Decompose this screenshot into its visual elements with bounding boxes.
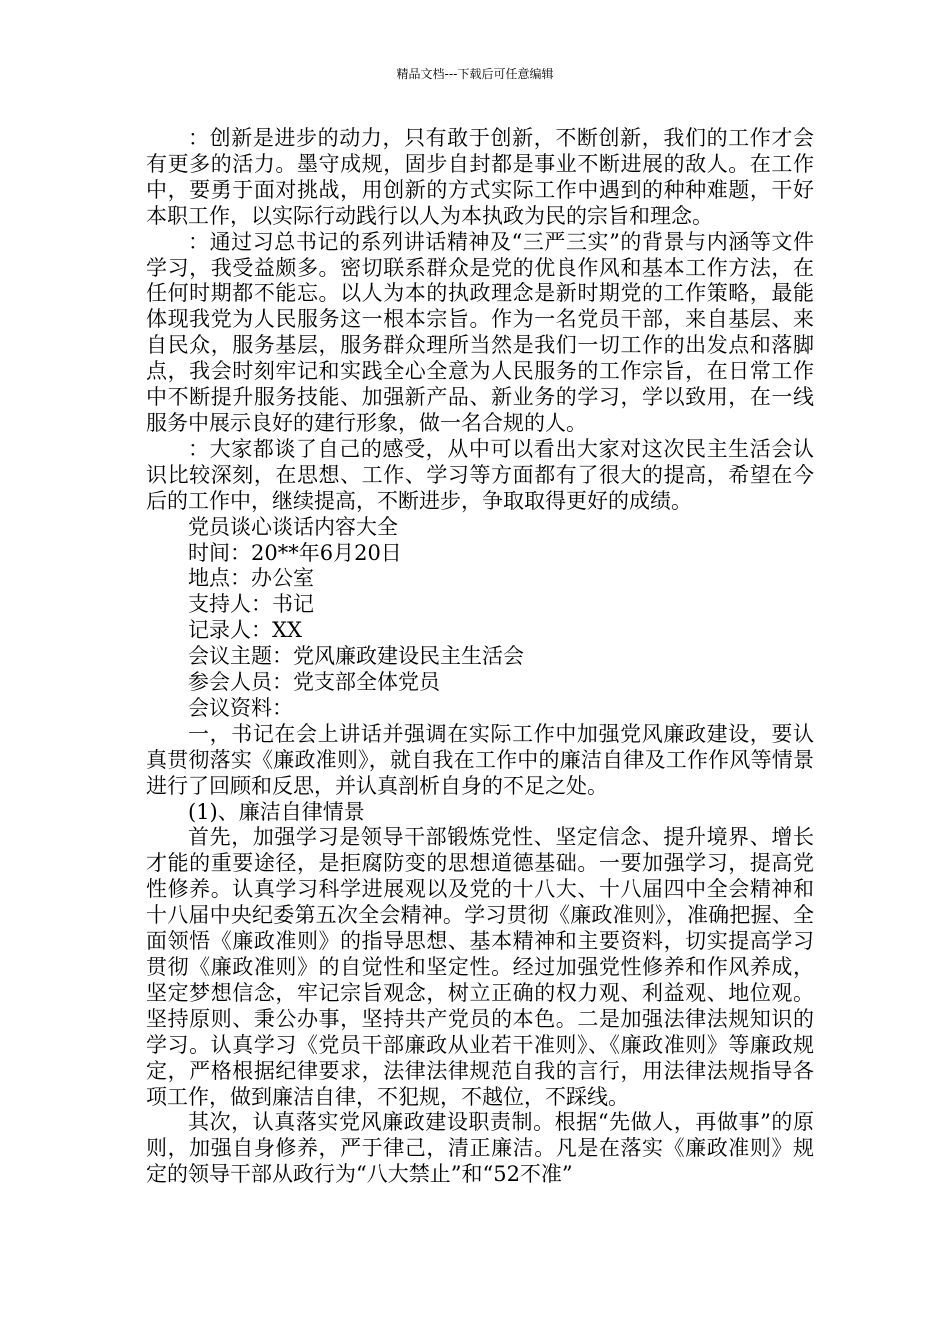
meeting-materials-label: 会议资料： [188, 695, 293, 720]
meeting-host: 支持人：书记 [188, 592, 314, 617]
paragraph-secretary-speech: 一，书记在会上讲话并强调在实际工作中加强党风廉政建设，要认真贯彻落实《廉政准则》，就自我在工作中的廉洁自律及工作作风等情景进行了回顾和反思，并认真剖析自身的不足之处。 [146, 721, 814, 798]
paragraph-study: ：通过习总书记的系列讲话精神及“三严三实”的背景与内涵等文件学习，我受益颇多。密切联系群众是党的优良作风和基本工作方法，在任何时期都不能忘。以人为本的执政理念是新时期党的工作策略，最能体现我党为人民服务这一根本宗旨。作为一名党员干部，来自基层、来自民众，服务基层，服务群众理所当然是我们一切工作的出发点和落脚点，我会时刻牢记和实践全心全意为人民服务的工作宗旨，在日常工作中不断提升服务技能、加强新产品、新业务的学习，学以致用，在一线服务中展示良好的建行形象，做一名合规的人。 [146, 229, 814, 435]
page-header: 精品文档---下载后可任意编辑 [396, 67, 554, 81]
paragraph-first-study: 首先，加强学习是领导干部锻炼党性、坚定信念、提升境界、增长才能的重要途径，是拒腐防变的思想道德基础。一要加强学习，提高党性修养。认真学习科学进展观以及党的十八大、十八届四中全会精神和十八届中央纪委第五次全会精神。学习贯彻《廉政准则》，准确把握、全面领悟《廉政准则》的指导思想、基本精神和主要资料，切实提高学习贯彻《廉政准则》的自觉性和坚定性。经过加强党性修养和作风养成，坚定梦想信念，牢记宗旨观念，树立正确的权力观、利益观、地位观。坚持原则、秉公办事，坚持共产党员的本色。二是加强法律法规知识的学习。认真学习《党员干部廉政从业若干准则》、《廉政准则》等廉政规定，严格根据纪律要求，法律法律规范自我的言行，用法律法规指导各项工作，做到廉洁自律，不犯规，不越位，不踩线。 [146, 825, 814, 1109]
meeting-location: 地点：办公室 [188, 566, 314, 591]
paragraph-summary: ：大家都谈了自己的感受，从中可以看出大家对这次民主生活会认识比较深刻，在思想、工作、学习等方面都有了很大的提高，希望在今后的工作中，继续提高，不断进步，争取取得更好的成绩。 [146, 436, 814, 513]
paragraph-second-responsibility: 其次，认真落实党风廉政建设职责制。根据“先做人，再做事”的原则，加强自身修养，严于律己，清正廉洁。凡是在落实《廉政准则》规定的领导干部从政行为“八大禁止”和“52不准” [146, 1110, 814, 1187]
meeting-time: 时间：20**年6月20日 [188, 540, 402, 565]
document-body [146, 126, 814, 1188]
meeting-recorder: 记录人：XX [188, 618, 302, 643]
paragraph-innovation: ：创新是进步的动力，只有敢于创新，不断创新，我们的工作才会有更多的活力。墨守成规，固步自封都是事业不断进展的敌人。在工作中，要勇于面对挑战，用创新的方式实际工作中遇到的种种难题，干好本职工作，以实际行动践行以人为本执政为民的宗旨和理念。 [146, 126, 814, 228]
meeting-attendees: 参会人员：党支部全体党员 [188, 670, 440, 695]
subsection-self-discipline: (1)、廉洁自律情景 [188, 799, 365, 824]
meeting-theme: 会议主题：党风廉政建设民主生活会 [188, 644, 524, 669]
section-title: 党员谈心谈话内容大全 [188, 514, 398, 539]
